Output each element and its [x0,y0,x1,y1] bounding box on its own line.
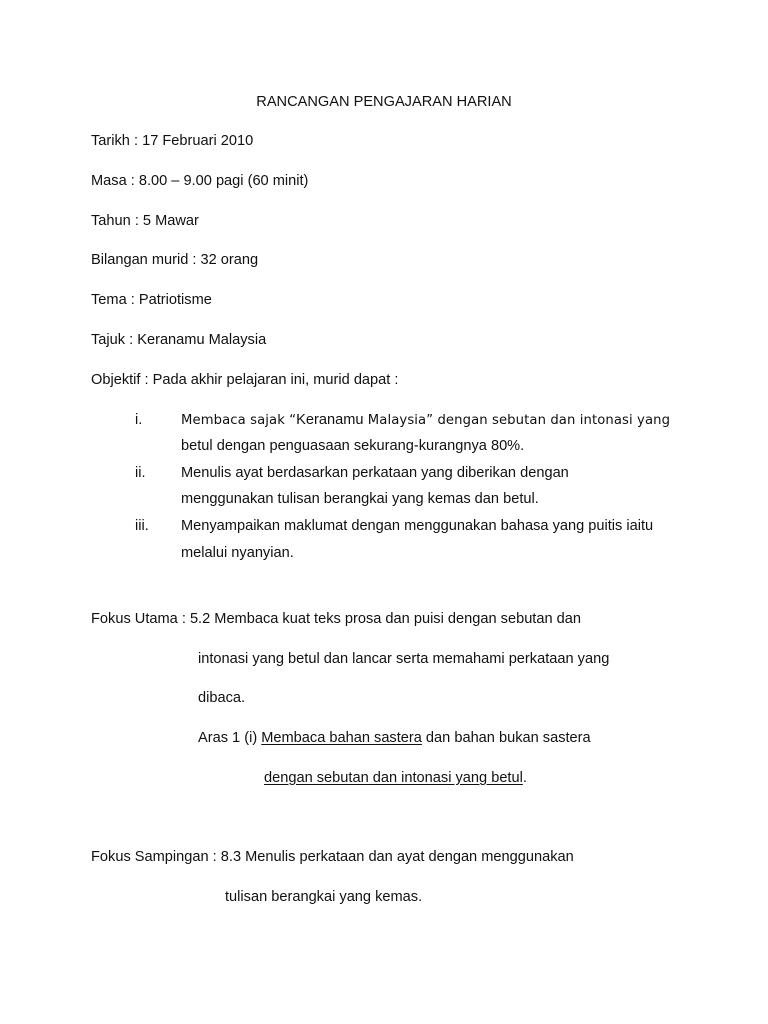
aras-underlined-text: Membaca bahan sastera [261,730,422,746]
page-title: RANCANGAN PENGAJARAN HARIAN [256,94,512,110]
objective-line: melalui nyanyian. [181,545,294,561]
aras-underlined-text: dengan sebutan dan intonasi yang betul [264,770,523,786]
aras-end: . [522,770,527,786]
objective-text-part: Membaca sajak “ [181,413,297,428]
field-tema: Tema : Patriotisme [91,292,212,308]
objective-line [181,411,670,430]
aras-line [264,769,527,787]
fokus-utama-line: dibaca. [198,690,246,706]
objective-text-part: Keranamu [296,412,364,428]
objective-line: betul dengan penguasaan sekurang-kurangnya 80%. [181,438,525,454]
objective-line: menggunakan tulisan berangkai yang kemas dan betul. [181,491,539,507]
objective-number: i. [135,412,143,428]
aras-line [198,729,591,747]
fokus-utama-line: intonasi yang betul dan lancar serta memahami perkataan yang [198,651,610,667]
fokus-sampingan-line: Fokus Sampingan : 8.3 Menulis perkataan dan ayat dengan menggunakan [91,849,574,865]
objective-number: ii. [135,465,146,481]
field-masa: Masa : 8.00 – 9.00 pagi (60 minit) [91,173,309,189]
field-bilangan-murid: Bilangan murid : 32 orang [91,252,259,268]
objective-line: Menyampaikan maklumat dengan menggunakan bahasa yang puitis iaitu [181,518,654,534]
aras-prefix: Aras 1 (i) [198,730,262,746]
field-objektif: Objektif : Pada akhir pelajaran ini, murid dapat : [91,372,399,388]
objective-number: iii. [135,518,149,534]
field-tarikh: Tarikh : 17 Februari 2010 [91,133,254,149]
field-tajuk: Tajuk : Keranamu Malaysia [91,332,267,348]
fokus-sampingan-line: tulisan berangkai yang kemas. [225,889,423,905]
fokus-utama-line: Fokus Utama : 5.2 Membaca kuat teks prosa dan puisi dengan sebutan dan [91,611,581,627]
objective-text-part: Malaysia” dengan sebutan dan intonasi yang [363,413,671,428]
aras-rest: dan bahan bukan sastera [421,730,591,746]
field-tahun: Tahun : 5 Mawar [91,213,199,229]
objective-line: Menulis ayat berdasarkan perkataan yang diberikan dengan [181,465,569,481]
